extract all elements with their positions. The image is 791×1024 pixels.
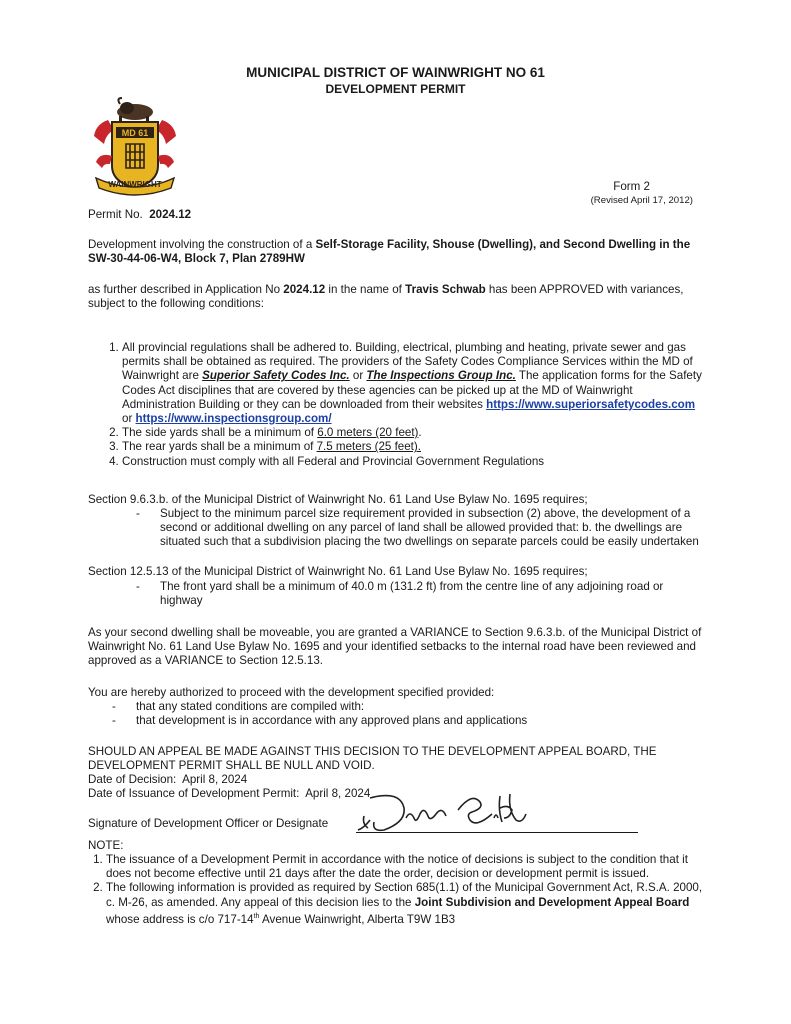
condition-1-text-2: The application forms for the Safety Codes Act disciplines that are covered by these agencies can be picked up at the MD of Wainwright Administration Building or they can be downloaded from their websites [122,369,702,411]
decision-date-value: April 8, 2024 [182,773,248,786]
authorization-item-2: that development is in accordance with any approved plans and applications [136,714,528,728]
conditions-list [104,341,702,469]
variance-statement: As your second dwelling shall be moveable, you are granted a VARIANCE to Section 9.6.3.b. of the Municipal District of Wainwright No. 61 Land Use Bylaw No. 1695 and your identified setbacks to the internal road have been reviewed and approved as a VARIANCE to Section 12.5.13. [88,626,702,668]
condition-4-text: Construction must comply with all Federal and Provincial Government Regulations [122,454,545,468]
municipal-crest-logo [86,96,184,196]
ordinal-superscript: th [253,912,260,920]
issuance-date-label: Date of Issuance of Development Permit: [88,787,300,800]
section-12-5-13-text: The front yard shall be a minimum of 40.0 m (131.2 ft) from the centre line of any adjoining road or highway [160,580,664,608]
rear-yard-minimum: 7.5 meters (25 feet). [316,440,421,454]
note-item [106,853,714,881]
note-1-text: The issuance of a Development Permit in accordance with the notice of decisions is subject to the condition that it does not become effective until 21 days after the date the order, decision or development permit is issued. [106,853,688,881]
condition-1-or-2: or [122,412,136,426]
application-text-1: as further described in Application No [88,283,284,296]
development-subject: Self-Storage Facility, Shouse (Dwelling), and Second Dwelling in the SW-30-44-06-W4, Block 7, Plan 2789HW [88,238,691,266]
development-prefix: Development involving the construction of a [88,238,316,251]
form-revised-date: (Revised April 17, 2012) [590,195,693,206]
document-title: MUNICIPAL DISTRICT OF WAINWRIGHT NO 61 [246,65,545,80]
section-9-6-3-b-list [136,507,705,550]
application-number: 2024.12 [283,283,326,296]
appeal-board-name: Joint Subdivision and Development Appeal Board [414,895,690,909]
application-statement [88,283,703,311]
permit-number-label: Permit No. [88,208,143,221]
condition-1-or: or [349,369,367,383]
note-2-text: The following information is provided as required by Section 685(1.1) of the Municipal Government Act, R.S.A. 2000, c. M-26, as amended. Any appeal of this decision lies to the [106,881,703,909]
authorization-list [112,700,696,728]
note-2-address-end: Avenue Wainwright, Alberta T9W 1B3 [259,912,456,926]
section-9-6-3-b-text: Subject to the minimum parcel size requirement provided in subsection (2) above, the development of a second or additional dwelling on any parcel of land shall be allowed provided that: b. the dwellings are situated such that a subdivision placing the two dwellings on separate parcels could be easily undertaken [160,507,699,549]
document-subtitle: DEVELOPMENT PERMIT [325,82,466,96]
list-item: - that any stated conditions are compiled with: [112,700,365,713]
issuance-date-value: April 8, 2024 [305,787,371,800]
side-yard-minimum: 6.0 meters (20 feet) [317,426,419,440]
list-item: - that development is in accordance with any approved plans and applications [112,714,528,728]
notes-heading: NOTE: [88,839,124,852]
svg-text:MD 61: MD 61 [121,128,149,138]
provider-superior-safety-codes: Superior Safety Codes Inc. [202,369,350,383]
section-12-5-13-list [136,580,705,608]
condition-1-text: All provincial regulations shall be adhered to. Building, electrical, plumbing and heating, private sewer and gas permits shall be obtained as required. The providers of the Safety Codes Compliance Services within the MD of Wainwright are [122,341,693,383]
permit-number-value: 2024.12 [149,208,192,221]
authorization-intro: You are hereby authorized to proceed with the development specified provided: [88,686,495,699]
development-description [88,238,698,266]
date-of-issuance [88,787,370,801]
signature-label: Signature of Development Officer or Designate [88,817,329,830]
section-9-6-3-b-heading: Section 9.6.3.b. of the Municipal District of Wainwright No. 61 Land Use Bylaw No. 1695 requires; [88,493,588,506]
appeal-warning: SHOULD AN APPEAL BE MADE AGAINST THIS DECISION TO THE DEVELOPMENT APPEAL BOARD, THE DEVELOPMENT PERMIT SHALL BE NULL AND VOID. [88,745,657,773]
application-text-3: has been APPROVED with variances, subject to the following conditions: [88,283,684,311]
handwritten-signature [350,788,540,836]
note-2-address: whose address is c/o 717-14 [106,912,254,926]
decision-date-label: Date of Decision: [88,773,177,786]
application-text-2: in the name of [325,283,406,296]
condition-2-end: . [418,426,422,440]
inspections-group-link[interactable]: https://www.inspectionsgroup.com/ [135,412,332,426]
signature-line [356,832,638,833]
section-12-5-13-heading: Section 12.5.13 of the Municipal District of Wainwright No. 61 Land Use Bylaw No. 1695 requires; [88,565,588,578]
condition-2-text: The side yards shall be a minimum of [122,426,318,440]
applicant-name: Travis Schwab [405,283,486,296]
note-item [106,881,714,926]
provider-inspections-group: The Inspections Group Inc. [366,369,516,383]
list-item: - The front yard shall be a minimum of 40.0 m (131.2 ft) from the centre line of any adjoining road or highway [136,580,664,608]
authorization-item-1: that any stated conditions are compiled with: [136,700,365,713]
svg-text:WAINWRIGHT: WAINWRIGHT [108,180,162,189]
list-item: - Subject to the minimum parcel size requirement provided in subsection (2) above, the development of a second or additional dwelling on any parcel of land shall be allowed provided that: b. the dwellings are situated such that a subdivision placing the two dwellings on separate parcels could be easily undertaken [136,507,699,549]
notes-list [88,853,714,927]
superior-safety-codes-link[interactable]: https://www.superiorsafetycodes.com [486,397,696,411]
date-of-decision [88,773,247,787]
condition-3-text: The rear yards shall be a minimum of [122,440,317,454]
condition-item [122,440,702,454]
condition-item [122,455,702,469]
condition-item [122,341,702,426]
condition-item [122,426,702,440]
form-number: Form 2 [613,180,650,193]
permit-number-line [88,208,191,222]
